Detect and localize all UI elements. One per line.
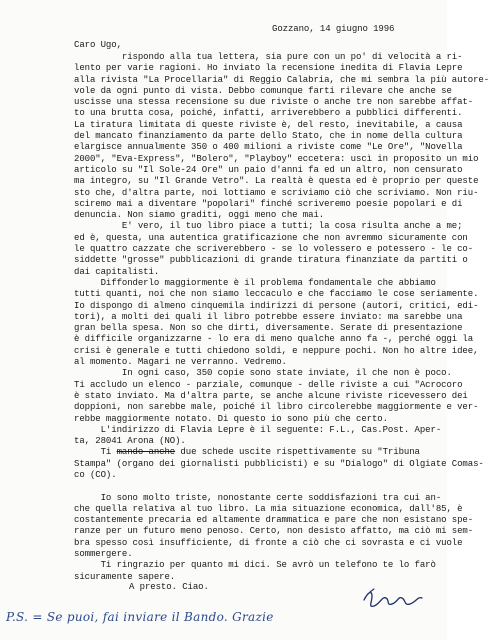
body-line: tutti quanti, noi che non siamo leccaculo e che facciamo le cose seriamente. (74, 289, 479, 300)
body-line: è stato inviato. Ma d'altra parte, se anche alcune riviste ricevessero dei (74, 390, 468, 401)
body-line: L'indirizzo di Flavia Lepre è il seguente: F.L., Cas.Post. Aper- (74, 424, 442, 435)
body-line: bra spesso così insufficiente, di fronte a ciò che ci sovrasta e ci vuole (74, 537, 463, 548)
body-line: Io sono molto triste, nonostante certe soddisfazioni tra cui an- (74, 492, 442, 503)
body-line: Ti mando anche due schede uscite rispettivamente su "Tribuna (74, 447, 420, 458)
body-line: al momento. Magari ne verranno. Vedremo. (74, 357, 287, 368)
body-line: rebbe maggiormente notato. Di questo io sono più che certo. (74, 413, 388, 424)
body-line: 2000", "Eva-Express", "Bolero", "Playboy" eccetera: uscì in proposito un mio (74, 153, 479, 164)
body-line: sicuramente sapere. (74, 571, 176, 582)
body-line: Stampa" (organo dei giornalisti pubblicisti) e su "Dialogo" di Olgiate Comas- (74, 458, 484, 469)
handwritten-signature (360, 586, 430, 614)
body-line: ed è, questa, una autentica gratificazione che non avremmo sicuramente con (74, 232, 468, 243)
body-line: Diffonderlo maggiormente è il problema fondamentale che abbiamo (74, 277, 436, 288)
body-line: ta, 28041 Arona (NO). (74, 436, 186, 447)
body-line: uscisse una stessa recensione su due riviste o anche tre non sarebbe affat- (74, 97, 474, 108)
body-line: gran bella spesa. Non so che dirti, diversamente. Serate di presentazione (74, 323, 463, 334)
body-line: rispondo alla tua lettera, sia pure con un po' di velocità a ri- (74, 52, 463, 62)
body-line: ma integro, su "Il Grande Vetro". La realtà è questa ed è proprio per queste (74, 176, 479, 187)
body-line: articolo su "Il Sole-24 Ore" un paio d'anni fa ed un altro, non censurato (74, 164, 463, 175)
letter-body (74, 52, 489, 583)
letter-date: Gozzano, 14 giugno 1996 (272, 24, 395, 34)
body-line: sciremo mai a diventare "popolari" finché scriveremo poesie popolari e di (74, 198, 463, 209)
body-line: alla rivista "La Procellaria" di Reggio Calabria, che mi sembra la più autore- (74, 74, 489, 85)
body-line: ranze per un futuro meno penoso. Certo, non desisto affatto, ma ciò mi sem- (74, 526, 474, 537)
handwritten-postscript: P.S. = Se puoi, fai inviare il Bando. Grazie (6, 610, 274, 624)
body-line: lento per varie ragioni. Ho inviato la recensione inedita di Flavia Lepre (74, 63, 463, 74)
body-line: del mancato finanziamento da parte dello Stato, che in nome della cultura (74, 131, 463, 142)
body-line: sommergere. (74, 549, 133, 560)
body-line: co (CO). (74, 469, 117, 480)
body-line: Ti ringrazio per quanto mi dici. Se avrò un telefono te lo farò (74, 560, 436, 571)
body-line: siddette "grosse" pubblicazioni di grande tiratura finanziate da partiti o (74, 255, 468, 266)
body-line (74, 481, 434, 492)
body-line: dai capitalisti. (74, 266, 160, 277)
body-line: E' vero, il tuo libro piace a tutti; la cosa risulta anche a me; (74, 221, 463, 232)
salutation: Caro Ugo, (74, 40, 122, 50)
body-line: elargisce annualmente 350 o 400 milioni a riviste come "Le Ore", "Novella (74, 142, 463, 153)
body-line: vole da ogni punto di vista. Debbo comunque farti rilevare che anche se (74, 85, 452, 96)
body-line: crisi è generale e tutti chiedono soldi, e neppure pochi. Non ho altre idee, (74, 345, 479, 356)
body-line: che quella relativa al tuo libro. La mia situazione economica, dall'85, è (74, 503, 463, 514)
body-line: costantemente precaria ed altamente drammatica e pare che non esistano spe- (74, 515, 474, 526)
body-line: denuncia. Non siamo graditi, oggi meno che mai. (74, 210, 325, 221)
body-line: La tiratura limitata di queste riviste è, del resto, inevitabile, a causa (74, 119, 463, 130)
body-line: tori), a molti dei quali il libro potrebbe essere inviato: ma sarebbe una (74, 311, 463, 322)
body-line: Ti accludo un elenco - parziale, comunque - delle riviste a cui "Acrocoro (74, 379, 463, 390)
struck-words: mando anche (116, 447, 176, 458)
body-line: In ogni caso, 350 copie sono state inviate, il che non è poco. (74, 368, 452, 379)
body-line: Io dispongo di almeno cinquemila indirizzi di persone (autori, critici, edi- (74, 300, 479, 311)
body-line: doppioni, non sarebbe male, poiché il libro circolerebbe maggiormente e ver- (74, 402, 479, 413)
body-line: le quattro cazzate che scriverebbero - se lo volessero e potessero - le co- (74, 244, 474, 255)
body-line: è difficile organizzarne - lo era di meno qualche anno fa -, perché oggi la (74, 334, 474, 345)
body-line: to una brutta cosa, poiché, infatti, arriverebbero a pubblici differenti. (74, 108, 463, 119)
closing-greeting: A presto. Ciao. (129, 582, 209, 592)
body-line: sto che, d'altra parte, noi lottiamo e scriviamo ciò che scriviamo. Non riu- (74, 187, 479, 198)
